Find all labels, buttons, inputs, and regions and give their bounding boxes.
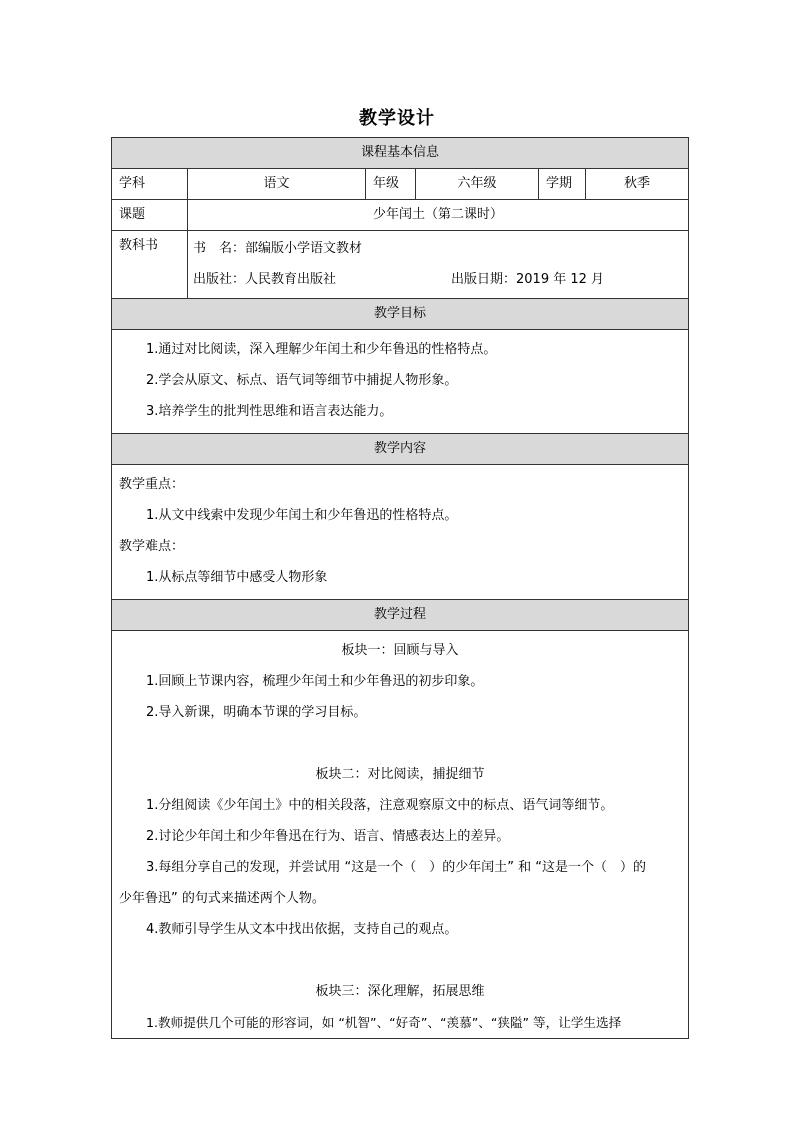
lesson-plan-table [111,137,689,1039]
block2-item: 2.讨论少年闰土和少年鲁迅在行为、语言、情感表达上的差异。 [146,829,510,844]
publisher: 出版社：人民教育出版社 [193,272,337,287]
block3-title: 板块三：深化理解，拓展思维 [315,984,485,999]
spacer [119,728,681,759]
block1-item: 2.导入新课，明确本节课的学习目标。 [146,705,367,720]
process-header: 教学过程 [112,600,689,631]
publish-date: 出版日期：2019 年 12 月 [451,272,605,287]
goal-item: 1.通过对比阅读，深入理解少年闰土和少年鲁迅的性格特点。 [146,342,497,357]
topic-label: 课题 [112,200,188,231]
book-name: 书 名：部编版小学语文教材 [193,241,363,256]
textbook-label: 教科书 [112,231,188,299]
block2-item: 4.教师引导学生从文本中找出依据，支持自己的观点。 [146,922,458,937]
block2-title: 板块二：对比阅读，捕捉细节 [315,767,485,782]
block2-item-3-line-2: 少年鲁迅” 的句式来描述两个人物。 [119,891,325,906]
block3-item: 1.教师提供几个可能的形容词，如 “机智”、“好奇”、“羡慕”、“狭隘” 等，让学生选择 [146,1015,622,1030]
term-label: 学期 [539,169,586,200]
subject-value: 语文 [188,169,366,200]
content-body [112,465,689,600]
difficult-points-label: 教学难点： [119,539,185,554]
block1-item: 1.回顾上节课内容，梳理少年闰土和少年鲁迅的初步印象。 [146,674,484,689]
grade-label: 年级 [366,169,416,200]
block1-title: 板块一：回顾与导入 [341,643,459,658]
publisher-row [193,264,683,295]
block2-item-3-line-1: 3.每组分享自己的发现，并尝试用 “这是一个（ ）的少年闰土” 和 “这是一个（ ）的 [146,860,647,875]
process-body [112,631,689,1039]
spacer [119,945,681,976]
subject-label: 学科 [112,169,188,200]
goal-item: 2.学会从原文、标点、语气词等细节中捕捉人物形象。 [146,373,458,388]
key-point-item: 1.从文中线索中发现少年闰土和少年鲁迅的性格特点。 [146,508,458,523]
term-value: 秋季 [586,169,689,200]
basic-info-header: 课程基本信息 [112,138,689,169]
key-points-label: 教学重点： [119,477,185,492]
content-header: 教学内容 [112,434,689,465]
goals-body [112,330,689,434]
goals-header: 教学目标 [112,299,689,330]
page-title: 教学设计 [359,108,435,129]
topic-value: 少年闰土（第二课时） [188,200,689,231]
textbook-info [188,231,689,299]
grade-value: 六年级 [416,169,539,200]
block2-item: 1.分组阅读《少年闰土》中的相关段落，注意观察原文中的标点、语气词等细节。 [146,798,614,813]
goal-item: 3.培养学生的批判性思维和语言表达能力。 [146,404,393,419]
difficult-point-item: 1.从标点等细节中感受人物形象 [146,570,328,585]
